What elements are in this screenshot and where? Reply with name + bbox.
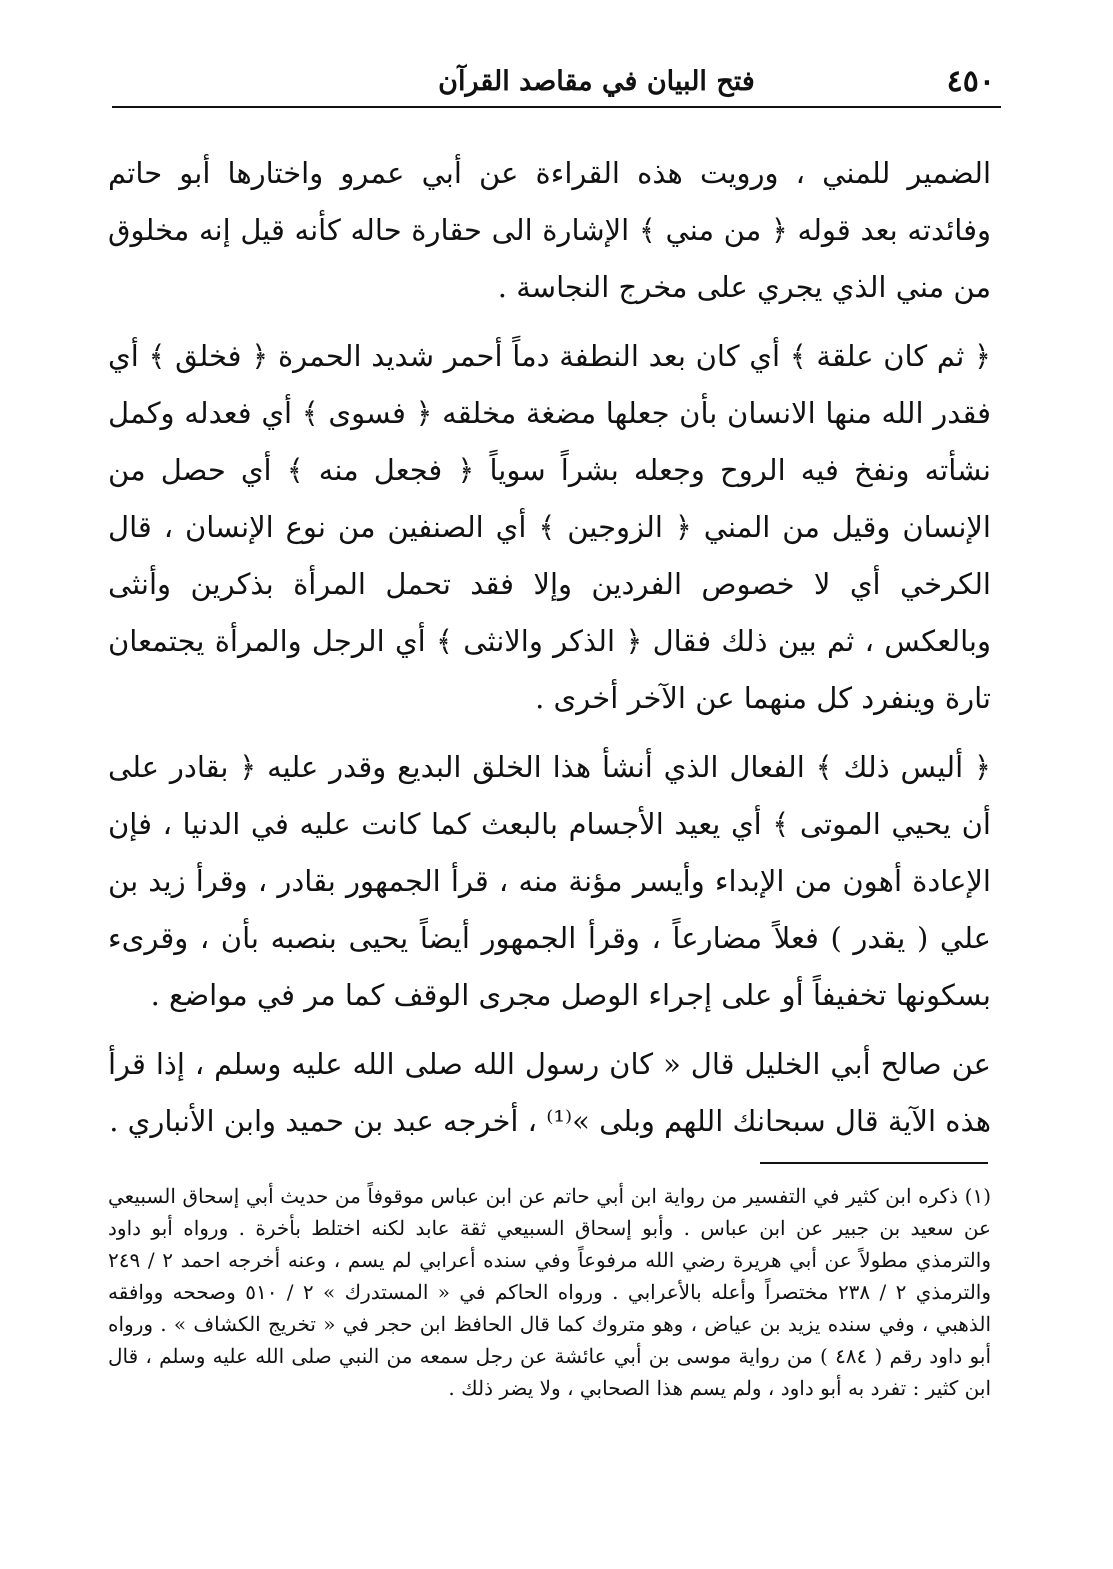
paragraph: ﴿ ثم كان علقة ﴾ أي كان بعد النطفة دماً أحمر شديد الحمرة ﴿ فخلق ﴾ أي فقدر الله منها الانسان بأن جعلها مضغة مخلقه ﴿ فسوى ﴾ أي فعدله وكمل نشأته ونفخ فيه الروح وجعله بشراً سوياً ﴿ فجعل منه ﴾ أي حصل من الإنسان وقيل من المني ﴿ الزوجين ﴾ أي الصنفين من نوع الإنسان ، قال الكرخي أي لا خصوص الفردين وإلا فقد تحمل المرأة بذكرين وأنثى وبالعكس ، ثم بين ذلك فقال ﴿ الذكر والانثى ﴾ أي الرجل والمرأة يجتمعان تارة وينفرد كل منهما عن الآخر أخرى . bbox=[108, 339, 991, 715]
footnote bbox=[108, 1180, 991, 1404]
footnote-text: (١) ذكره ابن كثير في التفسير من رواية ابن أبي حاتم عن ابن عباس موقوفاً من حديث أبي إسحاق السبيعي عن سعيد بن جبير عن ابن عباس . وأبو إسحاق السبيعي ثقة عابد لكنه اختلط بأخرة . ورواه أبو داود والترمذي مطولاً عن أبي هريرة رضي الله مرفوعاً وفي سنده أعرابي لم يسم ، وعنه أخرجه احمد ٢ / ٢٤٩ والترمذي ٢ / ٢٣٨ مختصراً وأعله بالأعرابي . ورواه الحاكم في « المستدرك » ٢ / ٥١٠ وصححه ووافقه الذهبي ، وفي سنده يزيد بن عياض ، وهو متروك كما قال الحافظ ابن حجر في « تخريج الكشاف » . ورواه أبو داود رقم ( ٤٨٤ ) من رواية موسى بن أبي عائشة عن رجل سمعه من النبي صلى الله عليه وسلم ، قال ابن كثير : تفرد به أبو داود ، ولم يسم هذا الصحابي ، ولا يضر ذلك . bbox=[108, 1184, 992, 1400]
footnote-divider bbox=[760, 1162, 988, 1164]
paragraph: الضمير للمني ، ورويت هذه القراءة عن أبي عمرو واختارها أبو حاتم وفائدته بعد قوله ﴿ من مني ﴾ الإشارة الى حقارة حاله كأنه قيل إنه مخلوق من مني الذي يجري على مخرج النجاسة . bbox=[108, 156, 991, 304]
page-header bbox=[112, 58, 1001, 108]
paragraph: ﴿ أليس ذلك ﴾ الفعال الذي أنشأ هذا الخلق البديع وقدر عليه ﴿ بقادر على أن يحيي الموتى ﴾ أي يعيد الأجسام بالبعث كما كانت عليه في الدنيا ، فإن الإعادة أهون من الإبداء وأيسر مؤنة منه ، قرأ الجمهور بقادر ، وقرأ زيد بن علي ( يقدر ) فعلاً مضارعاً ، وقرأ الجمهور أيضاً يحيى بنصبه بأن ، وقرىء بسكونها تخفيفاً أو على إجراء الوصل مجرى الوقف كما مر في مواضع . bbox=[108, 750, 991, 1012]
running-title: فتح البيان في مقاصد القرآن bbox=[438, 66, 755, 97]
main-text bbox=[108, 145, 991, 1162]
page-number: ٤٥٠ bbox=[946, 64, 995, 99]
paragraph: عن صالح أبي الخليل قال « كان رسول الله صلى الله عليه وسلم ، إذا قرأ هذه الآية قال سبحانك اللهم وبلى »⁽¹⁾ ، أخرجه عبد بن حميد وابن الأنباري . bbox=[108, 1047, 991, 1138]
